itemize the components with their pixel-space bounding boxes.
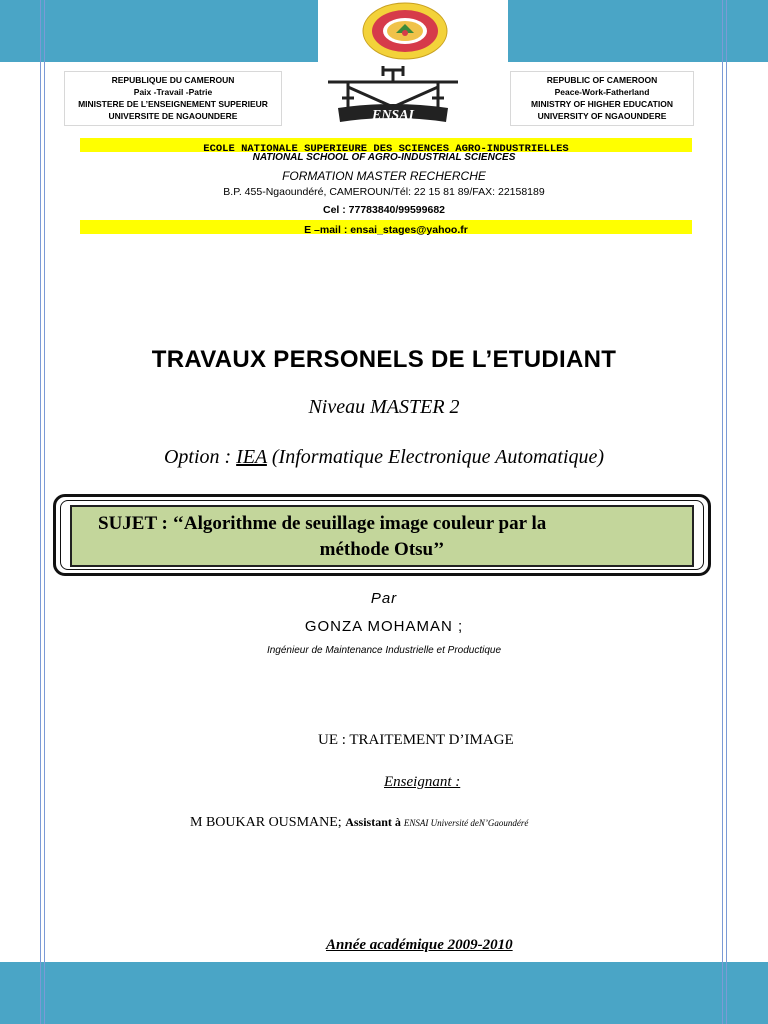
teacher-name: M BOUKAR OUSMANE;: [190, 815, 346, 830]
option-full: (Informatique Electronique Automatique): [266, 446, 605, 468]
university-fr: UNIVERSITE DE NGAOUNDERE: [108, 111, 238, 121]
school-email: E –mail : ensai_stages@yahoo.fr: [304, 224, 468, 236]
option-label: [0, 446, 768, 469]
option-code: IEA: [236, 446, 267, 468]
school-name-bar: [80, 138, 692, 155]
university-en: UNIVERSITY OF NGAOUNDERE: [537, 111, 667, 121]
author-role: Ingénieur de Maintenance Industrielle et Productique: [266, 645, 502, 656]
teacher-label: Enseignant :: [384, 774, 461, 790]
email-bar: [80, 220, 692, 234]
teacher-title: Assistant à: [345, 815, 404, 829]
school-address: B.P. 455-Ngaoundéré, CAMEROUN/Tél: 22 15 81 89/FAX: 22158189: [223, 186, 545, 198]
page-title: TRAVAUX PERSONELS DE L’ETUDIANT: [151, 346, 617, 373]
subject-line-2: méthode Otsu’’: [319, 539, 445, 560]
level-label: Niveau MASTER 2: [308, 396, 460, 418]
teacher-line: [190, 815, 528, 831]
ministry-fr: MINISTERE DE L’ENSEIGNEMENT SUPERIEUR: [78, 99, 268, 109]
header-right-box: [510, 71, 694, 126]
university-seal-icon: [362, 2, 448, 60]
option-prefix: Option :: [163, 446, 237, 468]
svg-text:ENSAI: ENSAI: [371, 108, 415, 123]
school-name-fr: ECOLE NATIONALE SUPERIEURE DES SCIENCES AGRO-INDUSTRIELLES: [203, 143, 569, 155]
course-label: UE : TRAITEMENT D’IMAGE: [318, 732, 514, 748]
header-left-box: [64, 71, 282, 126]
country-en: REPUBLIC OF CAMEROON: [546, 75, 658, 85]
subject-line-1: SUJET : ‘‘Algorithme de seuillage image couleur par la: [98, 513, 547, 534]
motto-fr: Paix -Travail -Patrie: [133, 87, 213, 97]
subject-box: [70, 505, 694, 567]
school-name-en: NATIONAL SCHOOL OF AGRO-INDUSTRIAL SCIENCES: [252, 152, 516, 163]
bottom-banner: [0, 962, 768, 1024]
motto-en: Peace-Work-Fatherland: [554, 87, 650, 97]
academic-year: Année académique 2009-2010: [326, 937, 513, 953]
country-fr: REPUBLIQUE DU CAMEROUN: [111, 75, 235, 85]
school-cel: Cel : 77783840/99599682: [322, 204, 446, 216]
ensai-logo-icon: [318, 62, 468, 128]
author-name: GONZA MOHAMAN ;: [304, 618, 464, 635]
ministry-en: MINISTRY OF HIGHER EDUCATION: [531, 99, 673, 109]
teacher-affiliation: ENSAI Université deN’Gaoundéré: [403, 818, 529, 828]
by-label: Par: [370, 590, 398, 607]
program-label: FORMATION MASTER RECHERCHE: [282, 169, 486, 183]
